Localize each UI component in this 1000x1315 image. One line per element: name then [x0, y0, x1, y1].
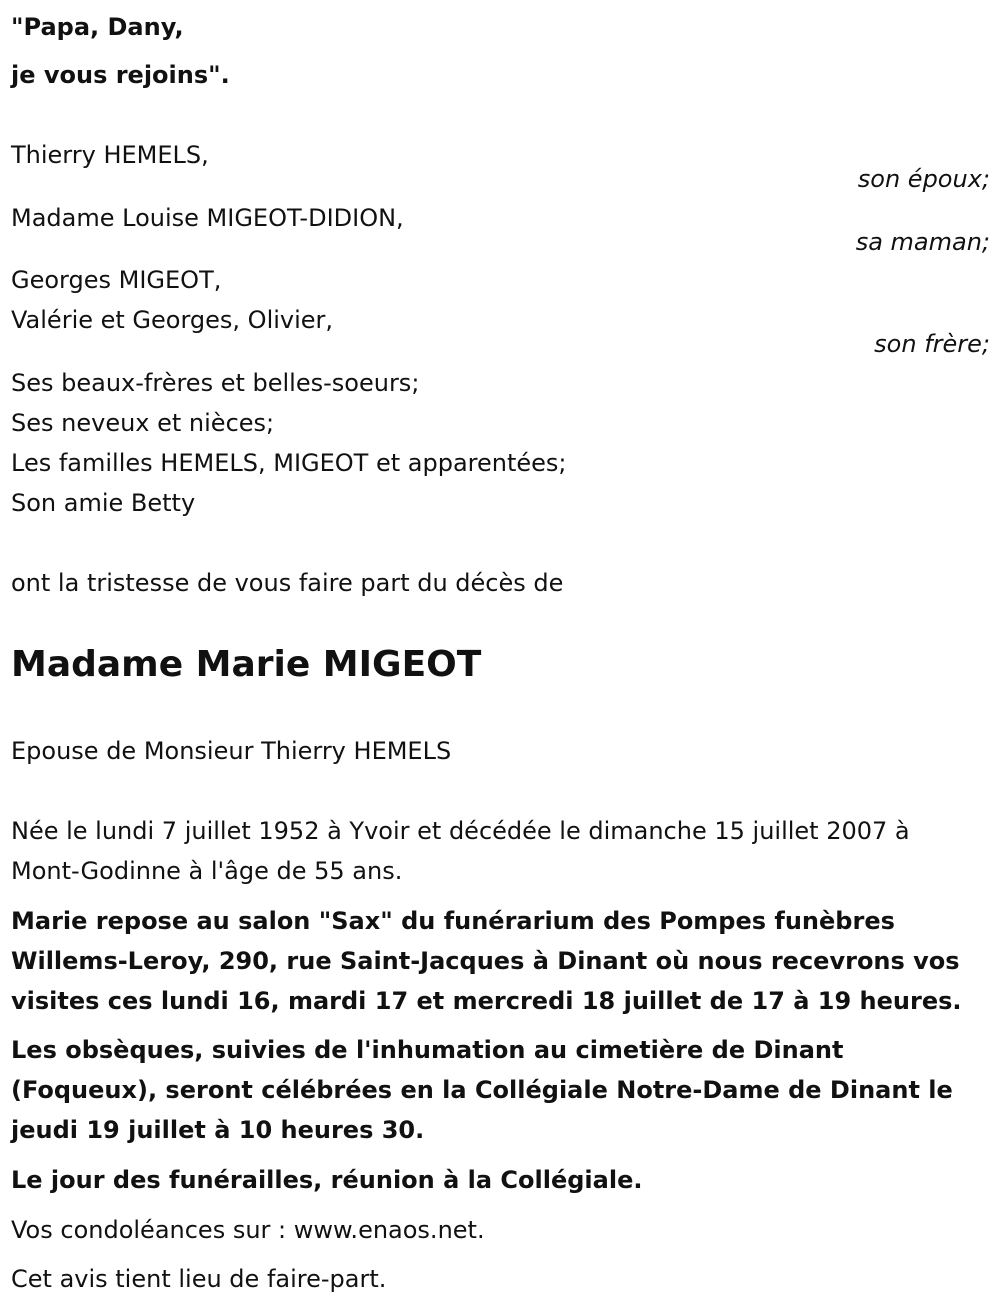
others-line-2: Ses neveux et nièces; [11, 409, 275, 437]
closing-line: Cet avis tient lieu de faire-part. [11, 1265, 387, 1293]
family-relation-husband: son époux; [857, 165, 990, 193]
others-line-4: Son amie Betty [11, 489, 196, 517]
family-name-brother: Georges MIGEOT, [11, 266, 222, 294]
family-name-brother-family: Valérie et Georges, Olivier, [11, 306, 334, 334]
repose-paragraph: Marie repose au salon "Sax" du funérarium des Pompes funèbres Willems-Leroy, 290, rue Saint-Jacques à Dinant où nous recevrons vos visites ces lundi 16, mardi 17 et mercredi 18 juillet de 17 à 19 heures. [11, 907, 962, 1015]
spouse-line: Epouse de Monsieur Thierry HEMELS [11, 737, 452, 765]
family-relation-brother: son frère; [874, 330, 990, 358]
family-name-husband: Thierry HEMELS, [11, 141, 209, 169]
quote-line-1: "Papa, Dany, [11, 13, 184, 41]
quote-line-2: je vous rejoins". [11, 61, 230, 89]
condolences-line: Vos condoléances sur : www.enaos.net. [11, 1216, 485, 1244]
birth-death-paragraph: Née le lundi 7 juillet 1952 à Yvoir et décédée le dimanche 15 juillet 2007 à Mont-Godinne à l'âge de 55 ans. [11, 817, 910, 885]
family-relation-mother: sa maman; [855, 228, 990, 256]
others-line-3: Les familles HEMELS, MIGEOT et apparentées; [11, 449, 567, 477]
family-name-mother: Madame Louise MIGEOT-DIDION, [11, 204, 404, 232]
reunion-line: Le jour des funérailles, réunion à la Collégiale. [11, 1166, 643, 1194]
others-line-1: Ses beaux-frères et belles-soeurs; [11, 369, 420, 397]
deceased-name: Madame Marie MIGEOT [11, 644, 482, 685]
announcement-text: ont la tristesse de vous faire part du décès de [11, 569, 564, 597]
obsequies-paragraph: Les obsèques, suivies de l'inhumation au cimetière de Dinant (Foqueux), seront célébrées en la Collégiale Notre-Dame de Dinant le jeudi 19 juillet à 10 heures 30. [11, 1036, 953, 1144]
